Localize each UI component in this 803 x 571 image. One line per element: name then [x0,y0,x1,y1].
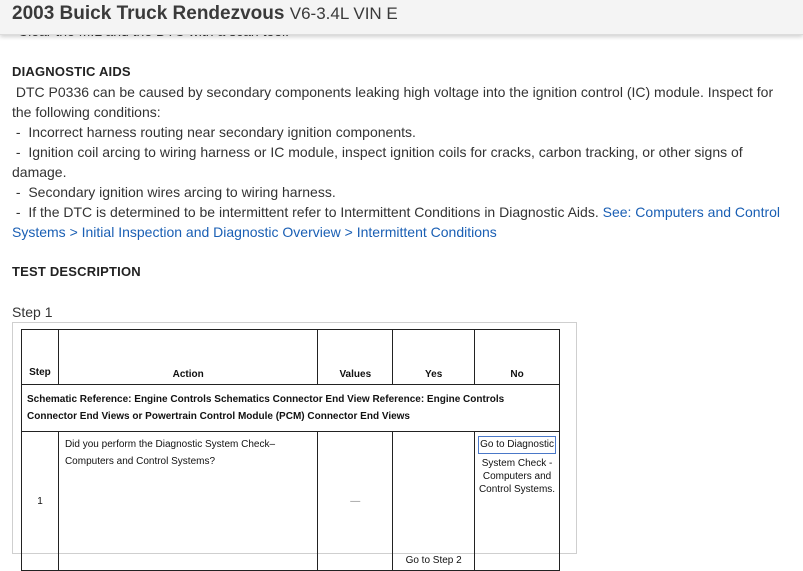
no-action-link[interactable]: Go to Diagnostic [478,436,556,454]
diagnostic-aids-heading: DIAGNOSTIC AIDS [12,64,131,79]
col-header-yes: Yes [393,330,475,385]
diagnostic-aids-intro: DTC P0336 can be caused by secondary components leaking high voltage into the ignition control (IC) module. Inspect for the following conditions: [12,84,774,120]
no-cell [475,432,560,571]
condition-item: - Secondary ignition wires arcing to wiring harness. [12,184,336,200]
intermittent-conditions-link[interactable]: See: Computers and Control Systems > Initial Inspection and Diagnostic Overview > Intermittent Conditions [12,204,781,240]
col-header-action: Action [58,330,317,385]
diagnostic-table-frame [12,322,577,566]
yes-cell: Go to Step 2 [393,432,475,571]
vehicle-title: 2003 Buick Truck Rendezvous [12,3,285,24]
condition-item: - Incorrect harness routing near secondary ignition components. [12,124,416,140]
test-description-heading: TEST DESCRIPTION [12,264,141,279]
table-header-row [22,330,560,385]
col-header-no: No [475,330,560,385]
condition-item: - Ignition coil arcing to wiring harness or IC module, inspect ignition coils for cracks, carbon tracking, or other signs of damage. [12,144,743,180]
col-header-step: Step [22,330,59,385]
step-label: Step 1 [12,304,53,320]
table-row [22,432,560,571]
no-action-text: System Check - Computers and Control Systems. [478,458,556,495]
action-text: Did you perform the Diagnostic System Check–Computers and Control Systems? [58,432,317,571]
col-header-values: Values [318,330,393,385]
diagnostic-table [21,329,560,571]
condition-item-intermittent: - If the DTC is determined to be intermittent refer to Intermittent Conditions in Diagnostic Aids. See: Computers and Control Systems > Initial Inspection and Diagnostic Overview > Intermittent Conditions [12,204,781,240]
engine-subtitle: V6-3.4L VIN E [289,4,398,23]
reference-row [22,385,560,432]
step-number: 1 [22,432,59,571]
schematic-reference: Schematic Reference: Engine Controls Schematics Connector End View Reference: Engine Controls Connector End Views or Powertrain Control Module (PCM) Connector End Views [22,385,560,432]
header-bar [0,0,803,35]
values-cell: — [318,432,393,571]
page-title [12,3,398,25]
